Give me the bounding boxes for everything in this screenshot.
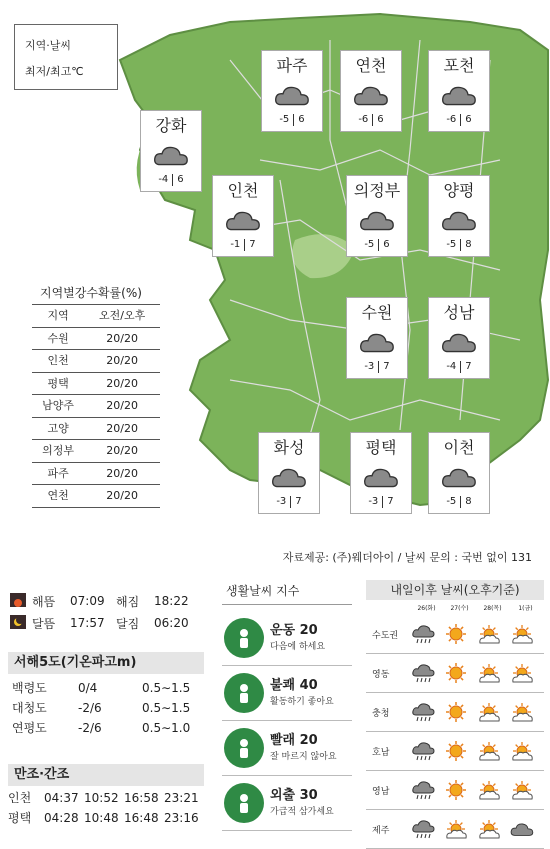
city-high: 7 xyxy=(295,496,302,507)
city-name: 화성 xyxy=(273,438,305,457)
index-desc: 잘 마르지 않아요 xyxy=(270,752,337,762)
region-name: 충청 xyxy=(372,708,390,719)
sun-cloud-icon xyxy=(439,818,472,840)
city-temp xyxy=(429,113,489,127)
rain-cloud-icon xyxy=(406,623,439,645)
island-name: 백령도 xyxy=(12,681,47,695)
sunrise-icon xyxy=(10,593,32,610)
rain-cloud-icon xyxy=(406,779,439,801)
table-header xyxy=(32,305,160,328)
port-name: 평택 xyxy=(8,811,32,825)
rain-cloud-icon xyxy=(406,662,439,684)
moonset-time: 06:20 xyxy=(154,616,189,630)
sun-cloud-icon xyxy=(472,779,505,801)
outing-icon xyxy=(224,783,264,823)
moonrise-label: 달뜸 xyxy=(32,616,56,631)
forecast-row xyxy=(366,732,544,771)
table-row xyxy=(8,698,204,718)
sun-row xyxy=(10,590,210,612)
discomfort-icon xyxy=(224,673,264,713)
region-name: 호남 xyxy=(372,747,390,758)
forecast-day: 1(금) xyxy=(518,605,533,612)
data-credit: 자료제공: (주)웨더아이 / 날씨 문의 : 국번 없이 131 xyxy=(282,551,532,564)
header-cell: 오전/오후 xyxy=(84,305,160,328)
forecast-day: 26(화) xyxy=(417,605,436,612)
cloud-icon xyxy=(141,139,201,173)
value-cell: 20/20 xyxy=(84,327,160,350)
city-card xyxy=(428,297,490,379)
region-cell: 고양 xyxy=(32,417,84,440)
tide-table xyxy=(8,788,204,828)
tide-time: 16:48 xyxy=(124,811,159,825)
life-index-item xyxy=(222,721,352,776)
sunrise-label: 해뜸 xyxy=(32,594,56,609)
table-row xyxy=(8,788,204,808)
exercise-icon xyxy=(224,618,264,658)
temp-range: -2/6 xyxy=(78,721,102,735)
sun-icon xyxy=(439,662,472,684)
index-name: 빨래 20 xyxy=(270,733,318,748)
forecast-title: 내일이후 날씨(오후기준) xyxy=(366,580,544,600)
city-card xyxy=(428,432,490,514)
sun-cloud-icon xyxy=(505,740,538,762)
city-low: -6 xyxy=(446,114,457,125)
value-cell: 20/20 xyxy=(84,462,160,485)
city-temp xyxy=(347,238,407,252)
value-cell: 20/20 xyxy=(84,440,160,463)
sun-cloud-icon xyxy=(472,662,505,684)
city-temp xyxy=(429,238,489,252)
value-cell: 20/20 xyxy=(84,417,160,440)
sun-cloud-icon xyxy=(472,623,505,645)
city-name: 양평 xyxy=(443,181,475,200)
tide-time: 04:28 xyxy=(44,811,79,825)
cloud-icon xyxy=(213,204,273,238)
region-name: 제주 xyxy=(372,825,390,836)
region-cell: 인천 xyxy=(32,350,84,373)
tide-time: 23:16 xyxy=(164,811,199,825)
city-low: -1 xyxy=(230,239,241,250)
city-card xyxy=(258,432,320,514)
city-name: 파주 xyxy=(276,56,308,75)
west-sea-title: 서해5도(기온파고m) xyxy=(8,652,204,674)
city-low: -6 xyxy=(358,114,369,125)
region-cell: 파주 xyxy=(32,462,84,485)
cloud-icon xyxy=(429,79,489,113)
city-card xyxy=(340,50,402,132)
sun-cloud-icon xyxy=(505,623,538,645)
value-cell: 20/20 xyxy=(84,372,160,395)
index-desc: 활동하기 좋아요 xyxy=(270,697,334,707)
index-name: 불쾌 40 xyxy=(270,678,318,693)
sun-cloud-icon xyxy=(472,701,505,723)
index-name: 외출 30 xyxy=(270,788,318,803)
temp-range: -2/6 xyxy=(78,701,102,715)
wave-height: 0.5∼1.5 xyxy=(142,701,191,715)
sun-cloud-icon xyxy=(505,662,538,684)
table-row xyxy=(32,395,160,418)
city-temp xyxy=(213,238,273,252)
moonrise-icon xyxy=(10,615,32,632)
table-row xyxy=(32,485,160,508)
cloud-icon xyxy=(341,79,401,113)
city-card xyxy=(428,50,490,132)
table-row xyxy=(32,462,160,485)
table-row xyxy=(32,372,160,395)
table-row xyxy=(32,417,160,440)
cloud-icon xyxy=(429,461,489,495)
cloud-icon xyxy=(347,326,407,360)
city-card xyxy=(350,432,412,514)
sunrise-time: 07:09 xyxy=(70,594,105,608)
precip-probability-table xyxy=(32,282,160,508)
city-name: 평택 xyxy=(365,438,397,457)
cloud-icon xyxy=(262,79,322,113)
city-low: -5 xyxy=(446,239,457,250)
port-name: 인천 xyxy=(8,791,32,805)
sun-icon xyxy=(439,740,472,762)
city-low: -3 xyxy=(276,496,287,507)
tide-time: 23:21 xyxy=(164,791,199,805)
moonset-label: 달짐 xyxy=(116,616,140,631)
forecast-row xyxy=(366,810,544,849)
city-high: 6 xyxy=(177,174,184,185)
life-index-item xyxy=(222,666,352,721)
region-cell: 평택 xyxy=(32,372,84,395)
city-low: -4 xyxy=(158,174,169,185)
city-high: 7 xyxy=(465,361,472,372)
rain-cloud-icon xyxy=(406,818,439,840)
moonrise-time: 17:57 xyxy=(70,616,105,630)
tide-time: 04:37 xyxy=(44,791,79,805)
island-name: 대청도 xyxy=(12,701,47,715)
city-name: 포천 xyxy=(443,56,475,75)
table-row xyxy=(32,327,160,350)
city-card xyxy=(428,175,490,257)
extended-forecast xyxy=(366,580,544,849)
index-desc: 가급적 삼가세요 xyxy=(270,807,334,817)
city-temp xyxy=(262,113,322,127)
table-row xyxy=(32,350,160,373)
region-name: 영동 xyxy=(372,669,390,680)
legend-line-1: 지역·날씨 xyxy=(25,39,72,52)
sun-cloud-icon xyxy=(472,818,505,840)
city-high: 6 xyxy=(383,239,390,250)
forecast-day: 28(목) xyxy=(483,605,502,612)
precip-title: 지역별강수확률(%) xyxy=(40,286,142,300)
city-temp xyxy=(141,173,201,187)
table-row xyxy=(8,718,204,738)
value-cell: 20/20 xyxy=(84,395,160,418)
city-low: -3 xyxy=(364,361,375,372)
region-name: 수도권 xyxy=(372,630,399,641)
forecast-days xyxy=(410,603,544,615)
city-low: -4 xyxy=(446,361,457,372)
cloud-icon xyxy=(429,204,489,238)
city-temp xyxy=(259,495,319,509)
city-name: 이천 xyxy=(443,438,475,457)
table-row xyxy=(32,440,160,463)
sun-cloud-icon xyxy=(505,701,538,723)
city-low: -5 xyxy=(446,496,457,507)
city-temp xyxy=(347,360,407,374)
sun-icon xyxy=(439,701,472,723)
moon-row xyxy=(10,612,210,634)
cloud-icon xyxy=(259,461,319,495)
city-low: -5 xyxy=(279,114,290,125)
laundry-icon xyxy=(224,728,264,768)
sunset-label: 해짐 xyxy=(116,594,140,609)
life-index-item xyxy=(222,776,352,831)
city-card xyxy=(261,50,323,132)
city-name: 연천 xyxy=(355,56,387,75)
city-name: 의정부 xyxy=(353,181,401,200)
life-weather-index xyxy=(222,578,352,831)
city-temp xyxy=(429,360,489,374)
region-name: 영남 xyxy=(372,786,390,797)
header-cell: 지역 xyxy=(32,305,84,328)
island-name: 연평도 xyxy=(12,721,47,735)
legend-line-2: 최저/최고℃ xyxy=(25,65,84,78)
cloud-icon xyxy=(351,461,411,495)
city-card xyxy=(140,110,202,192)
city-name: 성남 xyxy=(443,303,475,322)
tide-time: 10:48 xyxy=(84,811,119,825)
west-sea-table xyxy=(8,678,204,738)
city-high: 6 xyxy=(298,114,305,125)
city-name: 인천 xyxy=(227,181,259,200)
sun-cloud-icon xyxy=(505,779,538,801)
index-name: 운동 20 xyxy=(270,623,318,638)
sun-icon xyxy=(439,623,472,645)
forecast-row xyxy=(366,693,544,732)
map-legend xyxy=(14,24,118,90)
value-cell: 20/20 xyxy=(84,485,160,508)
city-temp xyxy=(351,495,411,509)
forecast-row xyxy=(366,615,544,654)
city-high: 7 xyxy=(383,361,390,372)
city-name: 수원 xyxy=(361,303,393,322)
cloud-icon xyxy=(505,821,538,838)
temp-range: 0/4 xyxy=(78,681,98,695)
table-row xyxy=(8,678,204,698)
city-temp xyxy=(341,113,401,127)
forecast-day: 27(수) xyxy=(450,605,469,612)
city-high: 8 xyxy=(465,239,472,250)
city-card xyxy=(212,175,274,257)
wave-height: 0.5∼1.5 xyxy=(142,681,191,695)
tide-title: 만조·간조 xyxy=(8,764,204,786)
sun-moon-times xyxy=(10,590,210,634)
sun-cloud-icon xyxy=(472,740,505,762)
region-cell: 의정부 xyxy=(32,440,84,463)
city-card xyxy=(346,297,408,379)
region-cell: 남양주 xyxy=(32,395,84,418)
city-high: 6 xyxy=(377,114,384,125)
sun-icon xyxy=(439,779,472,801)
city-high: 6 xyxy=(465,114,472,125)
cloud-icon xyxy=(429,326,489,360)
city-high: 7 xyxy=(387,496,394,507)
region-cell: 연천 xyxy=(32,485,84,508)
value-cell: 20/20 xyxy=(84,350,160,373)
city-card xyxy=(346,175,408,257)
life-index-item xyxy=(222,611,352,666)
city-name: 강화 xyxy=(155,116,187,135)
sunset-time: 18:22 xyxy=(154,594,189,608)
tide-time: 16:58 xyxy=(124,791,159,805)
rain-cloud-icon xyxy=(406,701,439,723)
city-low: -3 xyxy=(368,496,379,507)
cloud-icon xyxy=(347,204,407,238)
forecast-row xyxy=(366,654,544,693)
rain-cloud-icon xyxy=(406,740,439,762)
city-low: -5 xyxy=(364,239,375,250)
index-desc: 다음에 하세요 xyxy=(270,642,326,652)
city-high: 8 xyxy=(465,496,472,507)
life-title: 생활날씨 지수 xyxy=(222,578,352,605)
forecast-row xyxy=(366,771,544,810)
table-row xyxy=(8,808,204,828)
wave-height: 0.5∼1.0 xyxy=(142,721,191,735)
tide-time: 10:52 xyxy=(84,791,119,805)
city-high: 7 xyxy=(249,239,256,250)
region-cell: 수원 xyxy=(32,327,84,350)
city-temp xyxy=(429,495,489,509)
